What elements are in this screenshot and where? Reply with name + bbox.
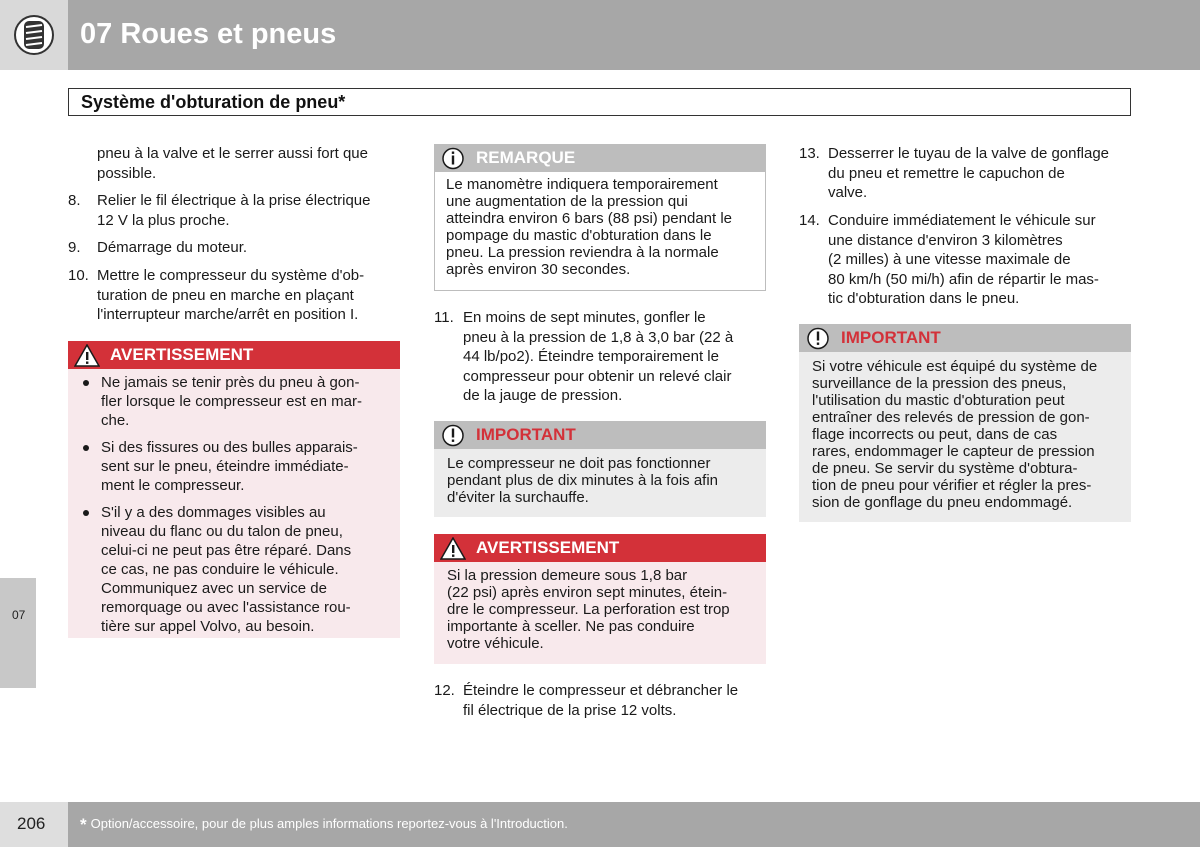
step-11-line-4: compresseur pour obtenir un relevé clair — [463, 367, 732, 385]
warning-bullet-2-line-2: sent sur le pneu, éteindre immédiate- — [101, 458, 349, 475]
step-11-number: 11. — [434, 309, 454, 326]
note-line-3: atteindra environ 6 bars (88 psi) pendant le — [446, 210, 733, 227]
warning-bullet-3-line-5: Communiquez avec un service de — [101, 580, 327, 597]
col1-warning-box — [68, 341, 400, 638]
header-icon-box — [0, 0, 68, 70]
important-body — [799, 352, 1131, 522]
step-14-line-3: (2 milles) à une vitesse maximale de — [828, 251, 1071, 268]
warning-bullet-3-line-6: remorquage ou avec l'assistance rou- — [101, 599, 351, 616]
step-14-line-4: 80 km/h (50 mi/h) afin de répartir le mas- — [828, 270, 1099, 288]
col2-note-box — [434, 144, 766, 291]
note-line-1: Le manomètre indiquera temporairement — [446, 176, 718, 193]
note-header — [434, 144, 766, 172]
step-10-line-1: Mettre le compresseur du système d'ob- — [97, 267, 365, 284]
step-12-line-1: Éteindre le compresseur et débrancher le — [463, 682, 739, 699]
step-14-line-5: tic d'obturation dans le pneu. — [828, 290, 1020, 307]
important-line-1: Le compresseur ne doit pas fonctionner — [447, 455, 711, 472]
warning-body — [68, 369, 400, 638]
bullet-dot — [83, 510, 89, 516]
exclamation-icon — [805, 327, 831, 350]
col2-important-box — [434, 421, 766, 517]
warning-line-3: dre le compresseur. La perforation est trop — [447, 601, 730, 618]
footnote-star: * — [80, 815, 87, 834]
note-body — [434, 172, 766, 291]
footnote-text: Option/accessoire, pour de plus amples informations reportez-vous à l'Introduction. — [90, 816, 568, 831]
step-14-line-1: Conduire immédiatement le véhicule sur — [828, 212, 1096, 229]
step-14-number: 14. — [799, 212, 820, 229]
bullet-dot — [83, 445, 89, 451]
exclamation-icon — [440, 424, 466, 447]
important-title: IMPORTANT — [476, 425, 576, 444]
warning-header — [434, 534, 766, 562]
step-10-line-3: l'interrupteur marche/arrêt en position I. — [97, 306, 359, 323]
important-line-7: de pneu. Se servir du système d'obtura- — [812, 460, 1078, 477]
important-header — [434, 421, 766, 449]
step-8-number: 8. — [68, 192, 81, 209]
note-line-5: pneu. La pression reviendra à la normale — [446, 244, 719, 261]
step-9-line-1: Démarrage du moteur. — [97, 239, 248, 256]
col2-warning-box — [434, 534, 766, 664]
step-8-line-2: 12 V la plus proche. — [97, 211, 230, 229]
warning-title: AVERTISSEMENT — [110, 345, 254, 364]
step-9-number: 9. — [68, 239, 81, 256]
note-title: REMARQUE — [476, 148, 576, 167]
warning-line-4: importante à sceller. Ne pas conduire — [447, 618, 695, 635]
step-8-line-1: Relier le fil électrique à la prise électrique — [97, 192, 371, 209]
important-line-3: d'éviter la surchauffe. — [447, 489, 589, 506]
warning-bullet-2-line-1: Si des fissures ou des bulles apparais- — [101, 439, 358, 456]
important-header — [799, 324, 1131, 352]
step-11-line-2: pneu à la pression de 1,8 à 3,0 bar (22 à — [463, 328, 734, 346]
info-icon — [440, 147, 466, 170]
important-title: IMPORTANT — [841, 328, 941, 347]
note-line-2: une augmentation de la pression qui — [446, 193, 688, 210]
warning-triangle-icon — [74, 344, 100, 367]
warning-line-5: votre véhicule. — [447, 635, 544, 652]
section-title: Système d'obturation de pneu* — [81, 92, 346, 112]
chapter-title: 07 Roues et pneus — [80, 18, 337, 50]
section-header — [68, 88, 1131, 116]
warning-bullet-3-line-2: niveau du flanc ou du talon de pneu, — [101, 523, 343, 540]
important-line-2: surveillance de la pression des pneus, — [812, 375, 1067, 392]
col3-important-box — [799, 324, 1131, 522]
step-12-line-2: fil électrique de la prise 12 volts. — [463, 701, 677, 719]
page-number: 206 — [17, 814, 46, 833]
step-13-line-3: valve. — [828, 184, 868, 201]
important-line-8: tion de pneu pour vérifier et régler la pres- — [812, 477, 1092, 494]
step-10-line-2: turation de pneu en marche en plaçant — [97, 286, 354, 304]
step-13-number: 13. — [799, 145, 820, 162]
step-11-line-5: de la jauge de pression. — [463, 387, 623, 404]
warning-title: AVERTISSEMENT — [476, 538, 620, 557]
warning-bullet-1-line-3: che. — [101, 412, 130, 429]
warning-bullet-3-line-1: S'il y a des dommages visibles au — [101, 504, 326, 521]
step-11-line-1: En moins de sept minutes, gonfler le — [463, 309, 706, 326]
step-12-number: 12. — [434, 682, 455, 699]
important-body — [434, 449, 766, 517]
warning-bullet-3-line-4: ce cas, ne pas conduire le véhicule. — [101, 561, 339, 578]
step-10-number: 10. — [68, 267, 89, 284]
important-line-5: flage incorrects ou peut, dans de cas — [812, 426, 1058, 443]
warning-bullet-2-line-3: ment le compresseur. — [101, 477, 245, 494]
warning-body — [434, 562, 766, 664]
important-line-4: entraîner des relevés de pression de gon- — [812, 409, 1090, 426]
step-11-line-3: 44 lb/po2). Éteindre temporairement le — [463, 348, 719, 365]
warning-bullet-1-line-1: Ne jamais se tenir près du pneu à gon- — [101, 374, 360, 391]
important-line-3: l'utilisation du mastic d'obturation peut — [812, 392, 1065, 409]
note-line-4: pompage du mastic d'obturation dans le — [446, 227, 712, 244]
step-13-line-1: Desserrer le tuyau de la valve de gonflage — [828, 145, 1110, 162]
footnote — [80, 815, 568, 835]
chapter-side-tab — [0, 578, 36, 688]
col1-intro-line-2: possible. — [97, 164, 157, 182]
warning-triangle-icon — [440, 537, 466, 560]
warning-header — [68, 341, 400, 369]
bullet-dot — [83, 380, 89, 386]
important-line-1: Si votre véhicule est équipé du système de — [812, 358, 1098, 375]
warning-line-2: (22 psi) après environ sept minutes, étein- — [447, 584, 728, 601]
step-13-line-2: du pneu et remettre le capuchon de — [828, 164, 1065, 182]
important-line-6: rares, endommager le capteur de pression — [812, 443, 1095, 460]
warning-bullet-3-line-7: tière sur appel Volvo, au besoin. — [101, 618, 315, 635]
chapter-side-tab-label: 07 — [12, 608, 26, 622]
important-line-2: pendant plus de dix minutes à la fois afin — [447, 472, 719, 489]
tire-icon — [13, 14, 55, 56]
warning-line-1: Si la pression demeure sous 1,8 bar — [447, 567, 688, 584]
warning-bullet-3-line-3: celui-ci ne peut pas être réparé. Dans — [101, 542, 352, 559]
note-line-6: après environ 30 secondes. — [446, 261, 631, 278]
col1-intro-line-1: pneu à la valve et le serrer aussi fort que — [97, 145, 368, 162]
warning-bullet-1-line-2: fler lorsque le compresseur est en mar- — [101, 393, 362, 410]
step-14-line-2: une distance d'environ 3 kilomètres — [828, 231, 1063, 249]
important-line-9: sion de gonflage du pneu endommagé. — [812, 494, 1073, 511]
